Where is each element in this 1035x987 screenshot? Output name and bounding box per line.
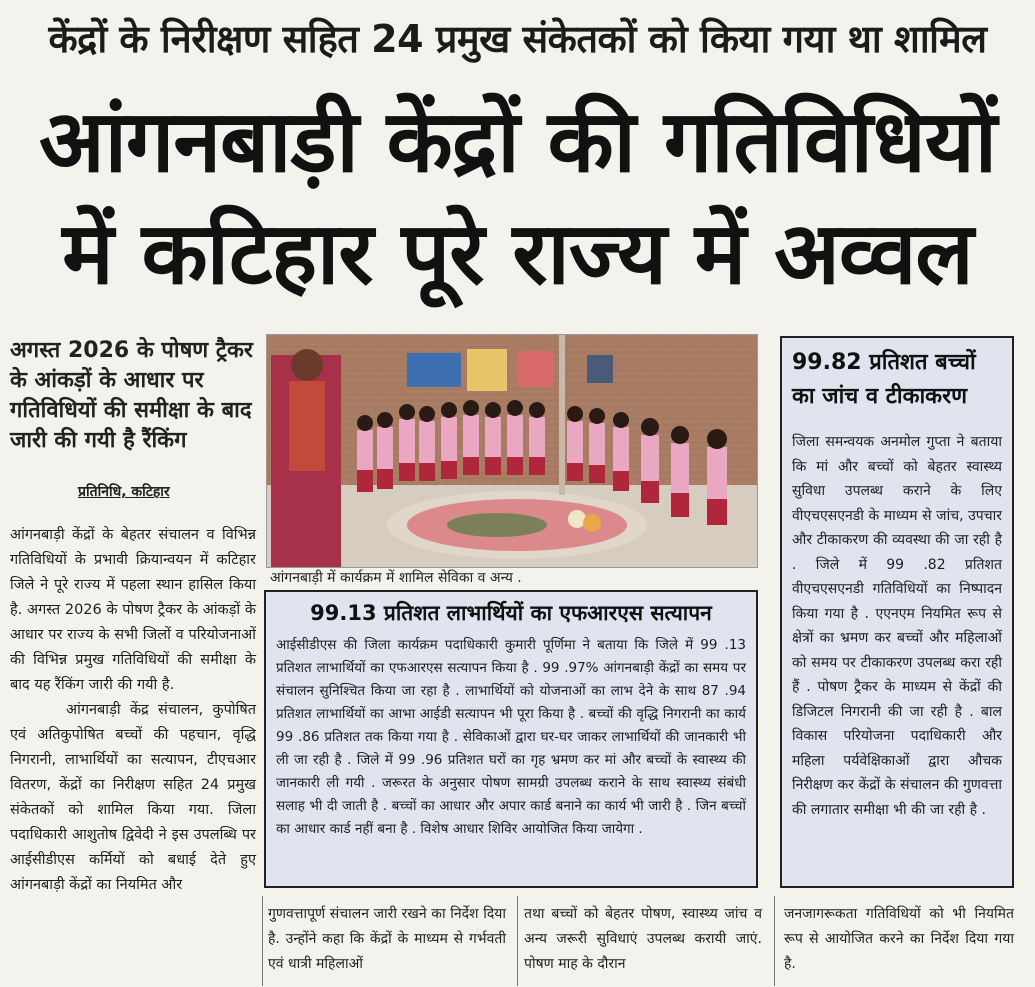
bottom-column-1: गुणवत्तापूर्ण संचालन जारी रखने का निर्देश दिया है. उन्होंने कहा कि केंद्रों के माध्यम से गर्भवती एवं धात्री महिलाओं (268, 906, 506, 972)
left-paragraph-2: आंगनबाड़ी केंद्र संचालन, कुपोषित एवं अतिकुपोषित बच्चों की पहचान, वृद्धि निगरानी, लाभार्थियों का सत्यापन, टीएचआर वितरण, केंद्रों का निरीक्षण सहित 24 प्रमुख संकेतकों को शामिल किया गया. जिला पदाधिकारी आशुतोष द्विवेदी ने इस उपलब्धि पर आईसीडीएस कर्मियों को बधाई देते हुए आंगनबाड़ी केंद्रों का नियमित और (10, 702, 256, 893)
anganwadi-photo-illustration (267, 335, 757, 567)
photo-caption: आंगनबाड़ी में कार्यक्रम में शामिल सेविका व अन्य . (270, 570, 522, 586)
left-body (10, 523, 256, 898)
left-column (10, 336, 256, 898)
bottom-column-3: जनजागरूकता गतिविधियों को भी नियमित रूप से आयोजित करने का निर्देश दिया गया है. (784, 906, 1014, 972)
right-box-body: जिला समन्वयक अनमोल गुप्ता ने बताया कि मां और बच्चों को बेहतर स्वास्थ्य सुविधा उपलब्ध कराने के लिए वीएचएसएनडी के माध्यम से जांच, उपचार और टीकाकरण की व्यवस्था की जा रही है . जिले में 99 .82 प्रतिशत वीएचएसएनडी गतिविधियों का निष्पादन किया गया है . एएनएम नियमित रूप से क्षेत्रों का भ्रमण कर बच्चों और महिलाओं को समय पर टीकाकरण उपलब्ध करा रही हैं . पोषण ट्रैकर के माध्यम से केंद्रों की डिजिटल निगरानी की जा रही है . बाल विकास परियोजना पदाधिकारी और महिला पर्यवेक्षिकाओं द्वारा औचक निरीक्षण कर केंद्रों के संचालन की गुणवत्ता की लगातार समीक्षा भी की जा रही है . (792, 434, 1002, 818)
byline: प्रतिनिधि, कटिहार (78, 484, 170, 500)
center-box-heading: 99.13 प्रतिशत लाभार्थियों का एफआरएस सत्यापन (310, 601, 712, 625)
deck-subheadline: अगस्त 2026 के पोषण ट्रैकर के आंकड़ों के आधार पर गतिविधियों की समीक्षा के बाद जारी की गयी है रैंकिंग (10, 338, 253, 453)
headline-line-2: में कटिहार पूरे राज्य में अव्वल (62, 204, 973, 304)
left-paragraph-1: आंगनबाड़ी केंद्रों के बेहतर संचालन व विभिन्न गतिविधियों के प्रभावी क्रियान्वयन में कटिहार जिले ने पूरे राज्य में पहला स्थान हासिल किया है. अगस्त 2026 के पोषण ट्रैकर के आंकड़ों के आधार पर राज्य के सभी जिलों व परियोजनाओं की विभिन्न प्रमुख गतिविधियों की समीक्षा के बाद यह रैंकिंग जारी की गयी है. (10, 527, 256, 693)
center-highlight-box (264, 590, 758, 888)
center-box-body: आईसीडीएस की जिला कार्यक्रम पदाधिकारी कुमारी पूर्णिमा ने बताया कि जिले में 99 .13 प्रतिशत लाभार्थियों का एफआरएस सत्यापन किया है . 99 .97% आंगनबाड़ी केंद्रों का समय पर संचालन सुनिश्चित किया जा रहा है . लाभार्थियों को योजनाओं का लाभ देने के साथ 87 .94 प्रतिशत लाभार्थियों का आभा आईडी सत्यापन भी पूरा किया है . बच्चों की वृद्धि निगरानी का कार्य 99 .86 प्रतिशत तक किया गया है . सेविकाओं द्वारा घर-घर जाकर लाभार्थियों की जानकारी भी ली जा रही है . जिले में 99 .96 प्रतिशत घरों का गृह भ्रमण कर मां और बच्चों के स्वास्थ्य की जानकारी ली गयी . जरूरत के अनुसार पोषण सामग्री उपलब्ध कराने के साथ स्वास्थ्य संबंधी सलाह भी दी जाती है . बच्चों का आधार और अपार कार्ड बनाने का कार्य भी जारी है . जिन बच्चों का आधार कार्ड नहीं बना है . विशेष आधार शिविर आयोजित किया जायेगा . (276, 637, 746, 837)
main-headline (0, 86, 1035, 310)
headline-line-1: आंगनबाड़ी केंद्रों की गतिविधियों (39, 92, 996, 192)
bottom-column-2: तथा बच्चों को बेहतर पोषण, स्वास्थ्य जांच व अन्य जरूरी सुविधाएं उपलब्ध करायी जाएं. पोषण माह के दौरान (524, 906, 762, 972)
right-highlight-box (780, 336, 1014, 888)
column-divider (517, 896, 518, 986)
news-photo (266, 334, 758, 568)
right-box-heading: 99.82 प्रतिशत बच्चों का जांच व टीकाकरण (792, 350, 976, 409)
column-divider (262, 896, 263, 986)
kicker-headline: केंद्रों के निरीक्षण सहित 24 प्रमुख संकेतकों को किया गया था शामिल (48, 17, 987, 61)
column-divider (774, 896, 775, 986)
